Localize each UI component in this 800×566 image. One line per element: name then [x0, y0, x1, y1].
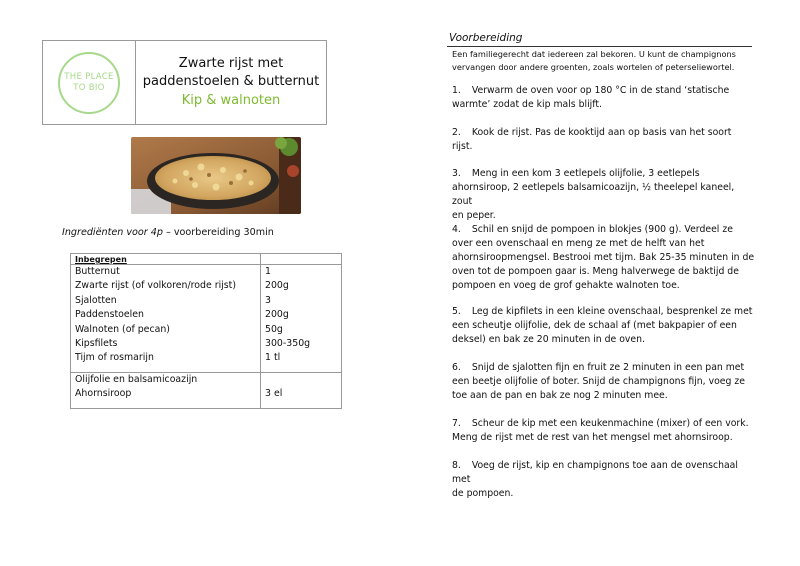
title-cell [136, 41, 326, 124]
step-text: toe aan de pan en bak ze nog 2 minuten mee. [452, 390, 668, 401]
logo-line-2: TO BIO [73, 82, 105, 93]
the-place-to-bio-logo [58, 52, 120, 114]
extra-names [71, 372, 261, 408]
step-5 [452, 305, 756, 347]
ingredient-name: Butternut [75, 266, 120, 277]
ingredients-caption [62, 227, 274, 238]
ingredient-name: Tijm of rosmarijn [75, 352, 154, 364]
recipe-title-line-2: paddenstoelen & butternut [142, 74, 320, 89]
step-text: pompoen en voeg de grof gehakte walnoten toe. [452, 280, 680, 291]
preparation-intro [452, 48, 752, 74]
ingredient-qty: 1 tl [265, 352, 281, 364]
step-text: Voeg de rijst, kip en champignons toe aan de ovenschaal met [452, 460, 738, 485]
ingredient-qty: 3 el [265, 388, 283, 400]
intro-line-2: vervangen door andere groenten, zoals wortelen of peterseliewortel. [452, 62, 735, 72]
step-text: een beetje olijfolie of boter. Snijd de champignons fijn, voeg ze [452, 376, 745, 387]
step-text: Verwarm de oven voor op 180 °C in de stand ‘statische [471, 85, 730, 96]
step-number: 6. [452, 362, 461, 373]
ingredient-name: Walnoten (of pecan) [75, 323, 170, 335]
step-text: Kook de rijst. Pas de kooktijd aan op basis van het soort [471, 127, 732, 138]
step-3 [452, 167, 756, 223]
ingredient-name: Ahornsiroop [75, 388, 132, 400]
ingredient-name: Sjalotten [75, 294, 117, 306]
step-text: oven tot de pompoen gaar is. Meng halverwege de baktijd de [452, 266, 739, 277]
table-header: Inbegrepen [71, 254, 261, 265]
step-number: 4. [452, 224, 461, 235]
included-names [71, 265, 261, 373]
step-2 [452, 126, 756, 154]
step-number: 3. [452, 168, 461, 179]
step-number: 2. [452, 127, 461, 138]
step-8 [452, 459, 756, 501]
step-text: Leg de kipfilets in een kleine ovenschaal, besprenkel ze met [471, 306, 753, 317]
step-number: 7. [452, 418, 461, 429]
step-text: Schil en snijd de pompoen in blokjes (900 g). Verdeel ze [471, 224, 733, 235]
step-text: deksel) en bak ze 20 minuten in de oven. [452, 334, 645, 345]
ingredient-name: Olijfolie en balsamicoazijn [75, 373, 198, 385]
dish-photo [131, 137, 301, 214]
ingredient-qty: 3 [265, 294, 271, 306]
recipe-title-line-1: Zwarte rijst met [178, 56, 284, 71]
ingredient-qty [265, 373, 337, 387]
intro-line-1: Een familiegerecht dat iedereen zal bekoren. U kunt de champignons [452, 49, 736, 59]
ingredient-qty: 300-350g [265, 337, 311, 349]
recipe-header [42, 40, 327, 125]
step-text: Snijd de sjalotten fijn en fruit ze 2 minuten in een pan met [471, 362, 745, 373]
ingredient-qty: 1 [265, 266, 271, 277]
extra-quantities [261, 372, 342, 408]
step-1 [452, 84, 756, 112]
step-text: een scheutje olijfolie, dek de schaal af (met bakpapier of een [452, 320, 737, 331]
logo-cell [43, 41, 136, 124]
ingredients-caption-time: – voorbereiding 30min [162, 227, 274, 238]
step-number: 8. [452, 460, 461, 471]
step-7 [452, 417, 756, 445]
ingredient-qty: 200g [265, 309, 289, 321]
step-4 [452, 223, 756, 293]
step-text: warmte’ zodat de kip mals blijft. [452, 99, 602, 110]
table-header-row [71, 254, 342, 265]
recipe-subtitle: Kip & walnoten [181, 93, 281, 108]
step-text: ahornsiroop, 2 eetlepels balsamicoazijn, ½ theelepel kaneel, zout [452, 182, 735, 207]
logo-line-1: THE PLACE [64, 71, 114, 82]
table-row-extra [71, 372, 342, 408]
table-header-empty [261, 254, 342, 265]
ingredient-name: Paddenstoelen [75, 309, 144, 321]
step-text: Scheur de kip met een keukenmachine (mixer) of een vork. [471, 418, 749, 429]
step-text: ahornsiroopmengsel. Bestrooi met tijm. Bak 25-35 minuten in de [452, 252, 755, 263]
step-text: over een ovenschaal en meng ze met de helft van het [452, 238, 705, 249]
ingredient-name: Kipsfilets [75, 337, 118, 349]
ingredients-table [70, 253, 342, 409]
step-text: Meng in een kom 3 eetlepels olijfolie, 3 eetlepels [471, 168, 700, 179]
ingredient-qty: 200g [265, 280, 289, 292]
step-number: 5. [452, 306, 461, 317]
ingredient-name: Zwarte rijst (of volkoren/rode rijst) [75, 280, 236, 292]
step-text: rijst. [452, 141, 473, 152]
step-number: 1. [452, 85, 461, 96]
step-text: Meng de rijst met de rest van het mengsel met ahornsiroop. [452, 432, 733, 443]
ingredients-caption-title: Ingrediënten voor 4p [62, 227, 163, 238]
step-6 [452, 361, 756, 403]
included-quantities [261, 265, 342, 373]
table-row-included [71, 265, 342, 373]
preparation-title: Voorbereiding [449, 32, 523, 44]
step-text: en peper. [452, 210, 496, 221]
ingredient-qty: 50g [265, 323, 283, 335]
preparation-divider [447, 46, 752, 47]
step-text: de pompoen. [452, 488, 514, 499]
